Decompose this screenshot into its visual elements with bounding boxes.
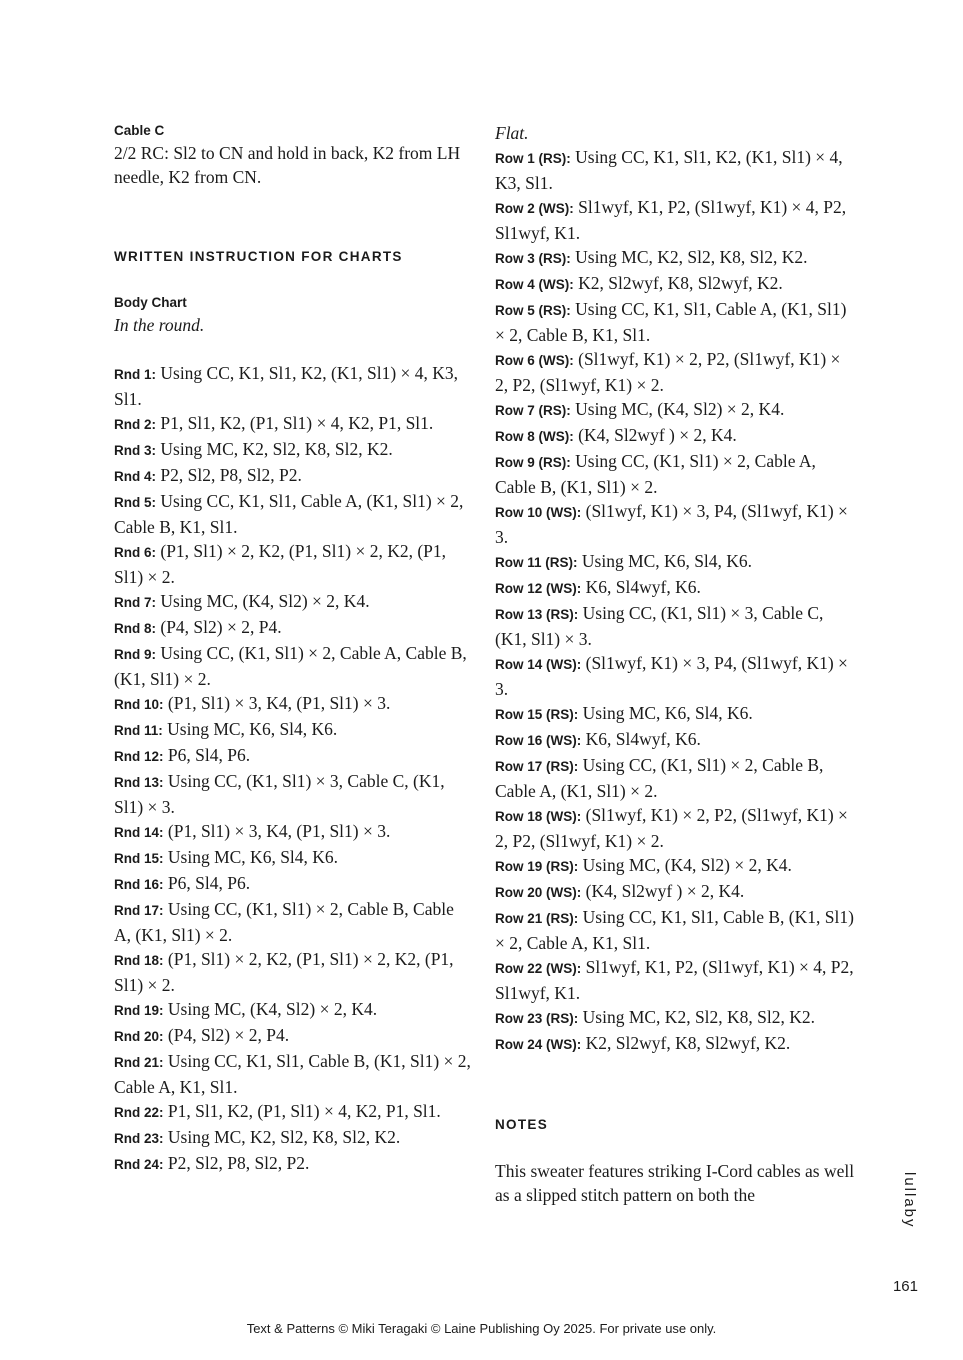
round-instruction-label: Rnd 3:	[114, 443, 156, 458]
round-instruction-label: Rnd 14:	[114, 825, 164, 840]
row-instruction-label: Row 9 (RS):	[495, 455, 571, 470]
row-instruction	[495, 297, 857, 347]
row-instruction-text: K6, Sl4wyf, K6.	[585, 577, 701, 597]
row-instruction-text: (Sl1wyf, K1) × 2, P2, (Sl1wyf, K1) × 2, P2, (Sl1wyf, K1) × 2.	[495, 349, 841, 395]
side-title: lullaby	[901, 1172, 918, 1229]
round-instruction-label: Rnd 7:	[114, 595, 156, 610]
row-instruction	[495, 1031, 857, 1057]
round-instruction	[114, 411, 472, 437]
round-instruction	[114, 769, 472, 819]
row-instruction-label: Row 4 (WS):	[495, 277, 574, 292]
round-instruction-label: Rnd 19:	[114, 1003, 164, 1018]
round-instruction	[114, 819, 472, 845]
round-instruction	[114, 1049, 472, 1099]
row-instruction-text: Using MC, K6, Sl4, K6.	[582, 703, 753, 723]
round-instruction	[114, 1023, 472, 1049]
row-instruction-text: Using MC, K2, Sl2, K8, Sl2, K2.	[575, 247, 808, 267]
round-instruction	[114, 1099, 472, 1125]
row-instruction-text: Using MC, K6, Sl4, K6.	[581, 551, 753, 571]
round-instruction-label: Rnd 15:	[114, 851, 164, 866]
row-instruction	[495, 499, 857, 549]
round-instruction	[114, 997, 472, 1023]
row-instruction-text: Using MC, (K4, Sl2) × 2, K4.	[575, 399, 785, 419]
row-instruction-text: Using MC, (K4, Sl2) × 2, K4.	[582, 855, 792, 875]
row-instruction-text: (K4, Sl2wyf ) × 2, K4.	[585, 881, 745, 901]
copyright-footer: Text & Patterns © Miki Teragaki © Laine Publishing Oy 2025. For private use only.	[246, 1321, 717, 1336]
round-instruction-text: (P4, Sl2) × 2, P4.	[160, 617, 282, 637]
row-instruction-text: Using CC, (K1, Sl1) × 3, Cable C, (K1, Sl1) × 3.	[495, 603, 824, 649]
row-instruction-label: Row 3 (RS):	[495, 251, 571, 266]
cable-c-heading: Cable C	[114, 123, 165, 138]
row-instruction-label: Row 15 (RS):	[495, 707, 579, 722]
round-instruction-label: Rnd 8:	[114, 621, 156, 636]
row-instruction-label: Row 6 (WS):	[495, 353, 574, 368]
round-instruction-text: P6, Sl4, P6.	[167, 745, 251, 765]
round-instruction-label: Rnd 18:	[114, 953, 164, 968]
round-instruction-text: P6, Sl4, P6.	[167, 873, 251, 893]
round-instruction-text: P2, Sl2, P8, Sl2, P2.	[167, 1153, 310, 1173]
row-instruction	[495, 601, 857, 651]
round-instruction-label: Rnd 9:	[114, 647, 156, 662]
row-instruction-text: Using CC, K1, Sl1, Cable B, (K1, Sl1) × 2, Cable A, K1, Sl1.	[495, 907, 854, 953]
row-instruction	[495, 753, 857, 803]
round-instruction-label: Rnd 24:	[114, 1157, 164, 1172]
round-instruction	[114, 743, 472, 769]
row-instruction	[495, 803, 857, 853]
row-instruction-text: K2, Sl2wyf, K8, Sl2wyf, K2.	[578, 273, 783, 293]
round-instruction-text: (P1, Sl1) × 2, K2, (P1, Sl1) × 2, K2, (P1, Sl1) × 2.	[114, 949, 454, 995]
round-instruction	[114, 589, 472, 615]
row-instruction	[495, 905, 857, 955]
row-instruction-label: Row 5 (RS):	[495, 303, 571, 318]
round-instruction-label: Rnd 5:	[114, 495, 156, 510]
row-instruction-label: Row 2 (WS):	[495, 201, 574, 216]
row-instruction-label: Row 11 (RS):	[495, 555, 578, 570]
round-instruction-text: Using MC, (K4, Sl2) × 2, K4.	[167, 999, 378, 1019]
round-instruction-label: Rnd 23:	[114, 1131, 164, 1146]
body-chart-subtitle: In the round.	[114, 315, 205, 335]
row-instruction-label: Row 21 (RS):	[495, 911, 579, 926]
round-instruction	[114, 437, 472, 463]
round-instruction	[114, 539, 472, 589]
round-instruction-label: Rnd 4:	[114, 469, 156, 484]
row-instruction-label: Row 1 (RS):	[495, 151, 571, 166]
row-instruction-label: Row 23 (RS):	[495, 1011, 579, 1026]
row-instruction-text: (Sl1wyf, K1) × 2, P2, (Sl1wyf, K1) × 2, P2, (Sl1wyf, K1) × 2.	[495, 805, 848, 851]
row-instruction-label: Row 17 (RS):	[495, 759, 579, 774]
row-instruction	[495, 347, 857, 397]
round-instruction-text: Using MC, K2, Sl2, K8, Sl2, K2.	[160, 439, 393, 459]
round-instruction	[114, 897, 472, 947]
round-instruction-label: Rnd 11:	[114, 723, 163, 738]
round-instruction	[114, 845, 472, 871]
rounds-list	[114, 361, 472, 1177]
round-instruction	[114, 615, 472, 641]
notes-text: This sweater features striking I-Cord cables as well as a slipped stitch pattern on both the	[495, 1161, 855, 1205]
row-instruction	[495, 727, 857, 753]
page-number: 161	[892, 1278, 918, 1295]
cable-c-text: 2/2 RC: Sl2 to CN and hold in back, K2 from LH needle, K2 from CN.	[114, 143, 461, 187]
rows-list	[495, 145, 857, 1057]
row-instruction	[495, 549, 857, 575]
row-instruction	[495, 701, 857, 727]
round-instruction	[114, 717, 472, 743]
row-instruction	[495, 449, 857, 499]
round-instruction-label: Rnd 17:	[114, 903, 164, 918]
row-instruction	[495, 879, 857, 905]
round-instruction	[114, 1151, 472, 1177]
row-instruction	[495, 575, 857, 601]
round-instruction	[114, 947, 472, 997]
row-instruction	[495, 423, 857, 449]
row-instruction-text: Using MC, K2, Sl2, K8, Sl2, K2.	[582, 1007, 816, 1027]
left-column	[114, 121, 472, 1177]
row-instruction	[495, 271, 857, 297]
body-chart-heading: Body Chart	[114, 295, 187, 310]
round-instruction-text: (P1, Sl1) × 2, K2, (P1, Sl1) × 2, K2, (P1, Sl1) × 2.	[114, 541, 447, 587]
round-instruction-text: P1, Sl1, K2, (P1, Sl1) × 4, K2, P1, Sl1.	[160, 413, 434, 433]
row-instruction-label: Row 20 (WS):	[495, 885, 582, 900]
round-instruction-text: (P4, Sl2) × 2, P4.	[167, 1025, 290, 1045]
row-instruction-label: Row 16 (WS):	[495, 733, 582, 748]
round-instruction-label: Rnd 22:	[114, 1105, 164, 1120]
round-instruction	[114, 641, 472, 691]
round-instruction-text: Using CC, (K1, Sl1) × 3, Cable C, (K1, Sl1) × 3.	[114, 771, 445, 817]
row-instruction-label: Row 24 (WS):	[495, 1037, 582, 1052]
round-instruction	[114, 361, 472, 411]
round-instruction-text: Using CC, K1, Sl1, Cable B, (K1, Sl1) × 2, Cable A, K1, Sl1.	[114, 1051, 471, 1097]
round-instruction-text: P2, Sl2, P8, Sl2, P2.	[160, 465, 302, 485]
row-instruction	[495, 245, 857, 271]
row-instruction-label: Row 8 (WS):	[495, 429, 574, 444]
round-instruction-label: Rnd 13:	[114, 775, 164, 790]
row-instruction-label: Row 7 (RS):	[495, 403, 571, 418]
round-instruction-label: Rnd 6:	[114, 545, 156, 560]
row-instruction	[495, 1005, 857, 1031]
round-instruction-text: Using MC, K6, Sl4, K6.	[167, 719, 338, 739]
row-instruction-label: Row 12 (WS):	[495, 581, 582, 596]
round-instruction-text: Using CC, (K1, Sl1) × 2, Cable B, Cable A, (K1, Sl1) × 2.	[114, 899, 454, 945]
row-instruction	[495, 397, 857, 423]
row-instruction	[495, 853, 857, 879]
section-heading: WRITTEN INSTRUCTION FOR CHARTS	[114, 249, 403, 264]
row-instruction-text: Using CC, (K1, Sl1) × 2, Cable A, Cable B, (K1, Sl1) × 2.	[495, 451, 816, 497]
round-instruction-label: Rnd 21:	[114, 1055, 164, 1070]
round-instruction-text: Using MC, (K4, Sl2) × 2, K4.	[160, 591, 370, 611]
round-instruction-text: Using CC, K1, Sl1, Cable A, (K1, Sl1) × 2, Cable B, K1, Sl1.	[114, 491, 464, 537]
round-instruction	[114, 691, 472, 717]
round-instruction-text: (P1, Sl1) × 3, K4, (P1, Sl1) × 3.	[167, 693, 391, 713]
round-instruction	[114, 463, 472, 489]
row-instruction	[495, 651, 857, 701]
row-instruction-text: K2, Sl2wyf, K8, Sl2wyf, K2.	[585, 1033, 791, 1053]
row-instruction	[495, 145, 857, 195]
row-instruction-text: (Sl1wyf, K1) × 3, P4, (Sl1wyf, K1) × 3.	[495, 653, 848, 699]
row-instruction-text: Using CC, K1, Sl1, K2, (K1, Sl1) × 4, K3, Sl1.	[495, 147, 843, 193]
row-instruction-text: K6, Sl4wyf, K6.	[585, 729, 701, 749]
row-instruction-text: Using CC, K1, Sl1, Cable A, (K1, Sl1) × 2, Cable B, K1, Sl1.	[495, 299, 847, 345]
flat-subtitle: Flat.	[495, 123, 529, 143]
row-instruction	[495, 195, 857, 245]
row-instruction-text: Sl1wyf, K1, P2, (Sl1wyf, K1) × 4, P2, Sl1wyf, K1.	[495, 957, 854, 1003]
round-instruction-text: Using MC, K6, Sl4, K6.	[167, 847, 339, 867]
row-instruction-label: Row 13 (RS):	[495, 607, 579, 622]
notes-heading: NOTES	[495, 1117, 549, 1132]
round-instruction	[114, 1125, 472, 1151]
row-instruction-label: Row 14 (WS):	[495, 657, 582, 672]
round-instruction	[114, 489, 472, 539]
round-instruction-text: P1, Sl1, K2, (P1, Sl1) × 4, K2, P1, Sl1.	[167, 1101, 441, 1121]
row-instruction-text: (K4, Sl2wyf ) × 2, K4.	[578, 425, 737, 445]
row-instruction	[495, 955, 857, 1005]
round-instruction-label: Rnd 16:	[114, 877, 164, 892]
row-instruction-label: Row 18 (WS):	[495, 809, 582, 824]
round-instruction-label: Rnd 2:	[114, 417, 156, 432]
row-instruction-text: Sl1wyf, K1, P2, (Sl1wyf, K1) × 4, P2, Sl1wyf, K1.	[495, 197, 847, 243]
row-instruction-label: Row 22 (WS):	[495, 961, 582, 976]
round-instruction-text: (P1, Sl1) × 3, K4, (P1, Sl1) × 3.	[167, 821, 391, 841]
round-instruction-label: Rnd 20:	[114, 1029, 164, 1044]
row-instruction-label: Row 19 (RS):	[495, 859, 579, 874]
row-instruction-text: Using CC, (K1, Sl1) × 2, Cable B, Cable A, (K1, Sl1) × 2.	[495, 755, 824, 801]
right-column	[495, 121, 857, 1207]
round-instruction	[114, 871, 472, 897]
row-instruction-text: (Sl1wyf, K1) × 3, P4, (Sl1wyf, K1) × 3.	[495, 501, 848, 547]
round-instruction-text: Using CC, K1, Sl1, K2, (K1, Sl1) × 4, K3, Sl1.	[114, 363, 459, 409]
round-instruction-label: Rnd 1:	[114, 367, 156, 382]
round-instruction-text: Using MC, K2, Sl2, K8, Sl2, K2.	[167, 1127, 401, 1147]
round-instruction-text: Using CC, (K1, Sl1) × 2, Cable A, Cable B, (K1, Sl1) × 2.	[114, 643, 467, 689]
round-instruction-label: Rnd 12:	[114, 749, 164, 764]
row-instruction-label: Row 10 (WS):	[495, 505, 582, 520]
round-instruction-label: Rnd 10:	[114, 697, 164, 712]
